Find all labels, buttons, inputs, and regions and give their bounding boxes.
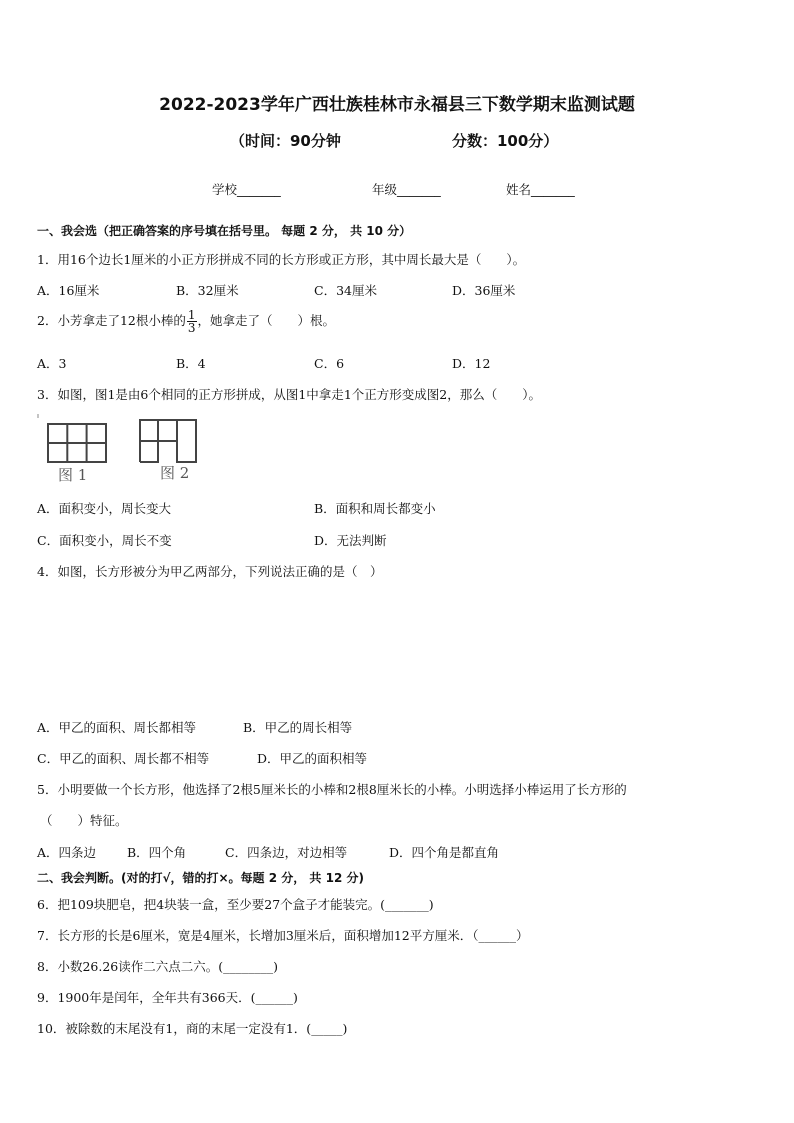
q3-option-b: B．面积和周长都变小 [314,501,436,516]
q5-option-a: A．四条边 [37,845,97,860]
question-8: 8．小数26.26读作二六点二六。(________) [37,959,278,974]
section-2-heading: 二、我会判断。(对的打√，错的打×。每题 2 分， 共 12 分) [37,871,364,885]
q2-text-a: 2．小芳拿走了12根小棒的 [37,313,186,328]
q4-option-d: D．甲乙的面积相等 [257,751,368,766]
q2-option-a: A．3 [37,356,67,371]
question-9: 9．1900年是闰年，全年共有366天．(______) [37,990,298,1005]
q5-option-c: C．四条边，对边相等 [225,845,348,860]
fraction-numerator: 1 [187,308,196,322]
question-5-line-2: （ ）特征。 [40,813,128,828]
q2-text-b: ，她拿走了（ ）根。 [197,313,336,328]
q3-option-c: C．面积变小，周长不变 [37,533,172,548]
q2-option-c: C．6 [314,356,345,371]
question-10: 10．被除数的末尾没有1，商的末尾一定没有1．(_____) [37,1021,348,1036]
figure-1-grid [48,424,106,462]
q5-option-b: B．四个角 [127,845,187,860]
section-1-heading: 一、我会选（把正确答案的序号填在括号里。 每题 2 分， 共 10 分） [37,224,412,238]
q1-option-a: A．16厘米 [37,283,100,298]
question-5-line-1: 5．小明要做一个长方形，他选择了2根5厘米长的小棒和2根8厘米长的小棒。小明选择小棒运用了长方形的 [37,782,627,797]
question-6: 6．把109块肥皂，把4块装一盒，至少要27个盒子才能装完。(_______) [37,897,434,912]
q3-option-d: D．无法判断 [314,533,387,548]
fraction-denominator: 3 [187,321,196,335]
fraction-one-third [187,309,197,334]
q1-option-b: B．32厘米 [176,283,239,298]
question-3: 3．如图，图1是由6个相同的正方形拼成，从图1中拿走1个正方形变成图2，那么（ ）。 [37,387,541,402]
q2-option-d: D．12 [452,356,491,371]
question-2 [37,309,335,334]
q4-option-b: B．甲乙的周长相等 [243,720,353,735]
q4-option-c: C．甲乙的面积、周长都不相等 [37,751,210,766]
q1-option-d: D．36厘米 [452,283,516,298]
figure-2-label: 图 2 [160,464,190,482]
figure-2-grid [140,420,196,462]
page-title: 2022-2023学年广西壮族桂林市永福县三下数学期末监测试题 [159,95,635,115]
q4-option-a: A．甲乙的面积、周长都相等 [37,720,197,735]
question-7: 7．长方形的长是6厘米，宽是4厘米，长增加3厘米后，面积增加12平方厘米．（______） [37,928,529,943]
q5-option-d: D．四个角是都直角 [389,845,500,860]
question-4: 4．如图，长方形被分为甲乙两部分，下列说法正确的是（ ） [37,564,383,579]
exam-score: 分数：100分） [452,132,559,150]
q3-option-a: A．面积变小，周长变大 [37,501,172,516]
q1-option-c: C．34厘米 [314,283,377,298]
figure-1-label: 图 1 [58,466,88,484]
grade-field: 年级_______ [372,182,441,197]
name-field: 姓名_______ [506,182,575,197]
q2-option-b: B．4 [176,356,206,371]
school-field: 学校_______ [212,182,281,197]
exam-time: （时间：90分钟 [230,132,341,150]
question-1: 1．用16个边长1厘米的小正方形拼成不同的长方形或正方形，其中周长最大是（ ）。 [37,252,526,267]
